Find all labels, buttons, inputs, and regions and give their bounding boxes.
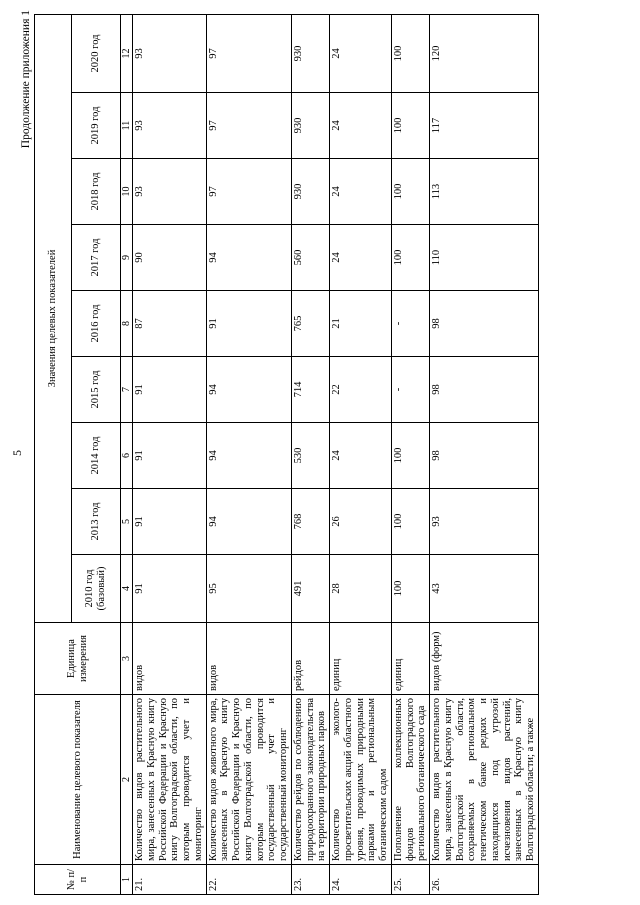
value-cell: 930 xyxy=(291,14,329,92)
value-cell: 43 xyxy=(430,555,539,623)
value-cell: 91 xyxy=(206,291,291,357)
column-number: 11 xyxy=(121,93,133,159)
indicator-name: Пополнение коллекционных фондов Волгоградского регионального ботанического сада xyxy=(391,695,429,865)
indicator-name: Количество видов растительного мира, занесенных в Красную книгу Волгоградской области, сохраняемых в региональном генетическом банке редких и находящихся под угрозой исчезновения видов растений, занесенных в Красную книгу Волгоградской области; а также xyxy=(430,695,539,865)
column-number: 8 xyxy=(121,291,133,357)
column-number: 9 xyxy=(121,225,133,291)
value-cell: 91 xyxy=(133,555,207,623)
unit: единиц xyxy=(391,623,429,695)
header-year: 2015 год xyxy=(72,357,121,423)
row-number: 24. xyxy=(330,865,392,895)
header-year: 2013 год xyxy=(72,489,121,555)
value-cell: 94 xyxy=(206,225,291,291)
header-num: № п/п xyxy=(35,865,121,895)
unit: единиц xyxy=(330,623,392,695)
value-cell: 765 xyxy=(291,291,329,357)
header-year: 2016 год xyxy=(72,291,121,357)
column-number: 4 xyxy=(121,555,133,623)
value-cell: 100 xyxy=(391,555,429,623)
value-cell: 714 xyxy=(291,357,329,423)
value-cell: 100 xyxy=(391,423,429,489)
value-cell: 95 xyxy=(206,555,291,623)
value-cell: 94 xyxy=(206,489,291,555)
column-number: 7 xyxy=(121,357,133,423)
header-values-group: Значения целевых показателей xyxy=(35,14,72,622)
value-cell: 110 xyxy=(430,225,539,291)
value-cell: 97 xyxy=(206,14,291,92)
row-number: 22. xyxy=(206,865,291,895)
indicator-name: Количество рейдов по соблюдению природоохранного законодательства на территории природных парков xyxy=(291,695,329,865)
value-cell: 91 xyxy=(133,357,207,423)
value-cell: 91 xyxy=(133,423,207,489)
value-cell: 93 xyxy=(133,159,207,225)
value-cell: 98 xyxy=(430,423,539,489)
value-cell: 113 xyxy=(430,159,539,225)
row-number: 25. xyxy=(391,865,429,895)
column-number: 10 xyxy=(121,159,133,225)
header-year: 2014 год xyxy=(72,423,121,489)
column-number: 2 xyxy=(121,695,133,865)
value-cell: 24 xyxy=(330,93,392,159)
value-cell: 21 xyxy=(330,291,392,357)
unit: видов xyxy=(206,623,291,695)
row-number: 26. xyxy=(430,865,539,895)
value-cell: 491 xyxy=(291,555,329,623)
value-cell: 100 xyxy=(391,93,429,159)
value-cell: 24 xyxy=(330,14,392,92)
value-cell: 930 xyxy=(291,93,329,159)
value-cell: 22 xyxy=(330,357,392,423)
table-row xyxy=(133,14,207,894)
value-cell: 91 xyxy=(133,489,207,555)
row-number: 23. xyxy=(291,865,329,895)
value-cell: - xyxy=(391,357,429,423)
unit: видов (форм) xyxy=(430,623,539,695)
value-cell: 100 xyxy=(391,225,429,291)
value-cell: 26 xyxy=(330,489,392,555)
continuation-label: Продолжение приложения 1 xyxy=(20,10,32,149)
table-row xyxy=(330,14,392,894)
table-row xyxy=(391,14,429,894)
column-number: 6 xyxy=(121,423,133,489)
row-number: 21. xyxy=(133,865,207,895)
column-number-row xyxy=(121,14,133,894)
value-cell: 24 xyxy=(330,159,392,225)
value-cell: 560 xyxy=(291,225,329,291)
value-cell: 930 xyxy=(291,159,329,225)
value-cell: 28 xyxy=(330,555,392,623)
indicator-name: Количество эколого-просветительских акций областного уровня, проводимых природными парками и региональным ботаническим садом xyxy=(330,695,392,865)
page-number: 5 xyxy=(10,450,24,456)
value-cell: 530 xyxy=(291,423,329,489)
value-cell: 117 xyxy=(430,93,539,159)
value-cell: 120 xyxy=(430,14,539,92)
value-cell: 100 xyxy=(391,489,429,555)
column-number: 5 xyxy=(121,489,133,555)
value-cell: 94 xyxy=(206,423,291,489)
value-cell: - xyxy=(391,291,429,357)
indicators-table xyxy=(34,14,539,895)
header-year: 2020 год xyxy=(72,14,121,92)
header-year: 2019 год xyxy=(72,93,121,159)
value-cell: 97 xyxy=(206,159,291,225)
value-cell: 100 xyxy=(391,14,429,92)
value-cell: 100 xyxy=(391,159,429,225)
header-unit: Единица измерения xyxy=(35,623,121,695)
value-cell: 93 xyxy=(430,489,539,555)
unit: рейдов xyxy=(291,623,329,695)
indicator-name: Количество видов растительного мира, занесенных в Красную книгу Российской Федерации и Красную книгу Волгоградской области, по которым проводится учет и мониторинг xyxy=(133,695,207,865)
value-cell: 94 xyxy=(206,357,291,423)
column-number: 1 xyxy=(121,865,133,895)
table-body xyxy=(133,14,539,894)
header-year: 2018 год xyxy=(72,159,121,225)
value-cell: 93 xyxy=(133,93,207,159)
table-row xyxy=(291,14,329,894)
header-name: Наименование целевого показателя xyxy=(35,695,121,865)
table-row xyxy=(430,14,539,894)
value-cell: 98 xyxy=(430,357,539,423)
value-cell: 98 xyxy=(430,291,539,357)
column-number: 3 xyxy=(121,623,133,695)
value-cell: 768 xyxy=(291,489,329,555)
value-cell: 90 xyxy=(133,225,207,291)
value-cell: 93 xyxy=(133,14,207,92)
indicator-name: Количество видов животного мира, занесенных в Красную книгу Российской Федерации и Красную книгу Волгоградской области, по которым проводится государственный учет и государственный мониторинг xyxy=(206,695,291,865)
table-row xyxy=(206,14,291,894)
header-year: 2010 год (базовый) xyxy=(72,555,121,623)
value-cell: 24 xyxy=(330,423,392,489)
value-cell: 87 xyxy=(133,291,207,357)
unit: видов xyxy=(133,623,207,695)
value-cell: 24 xyxy=(330,225,392,291)
header-year: 2017 год xyxy=(72,225,121,291)
value-cell: 97 xyxy=(206,93,291,159)
column-number: 12 xyxy=(121,14,133,92)
